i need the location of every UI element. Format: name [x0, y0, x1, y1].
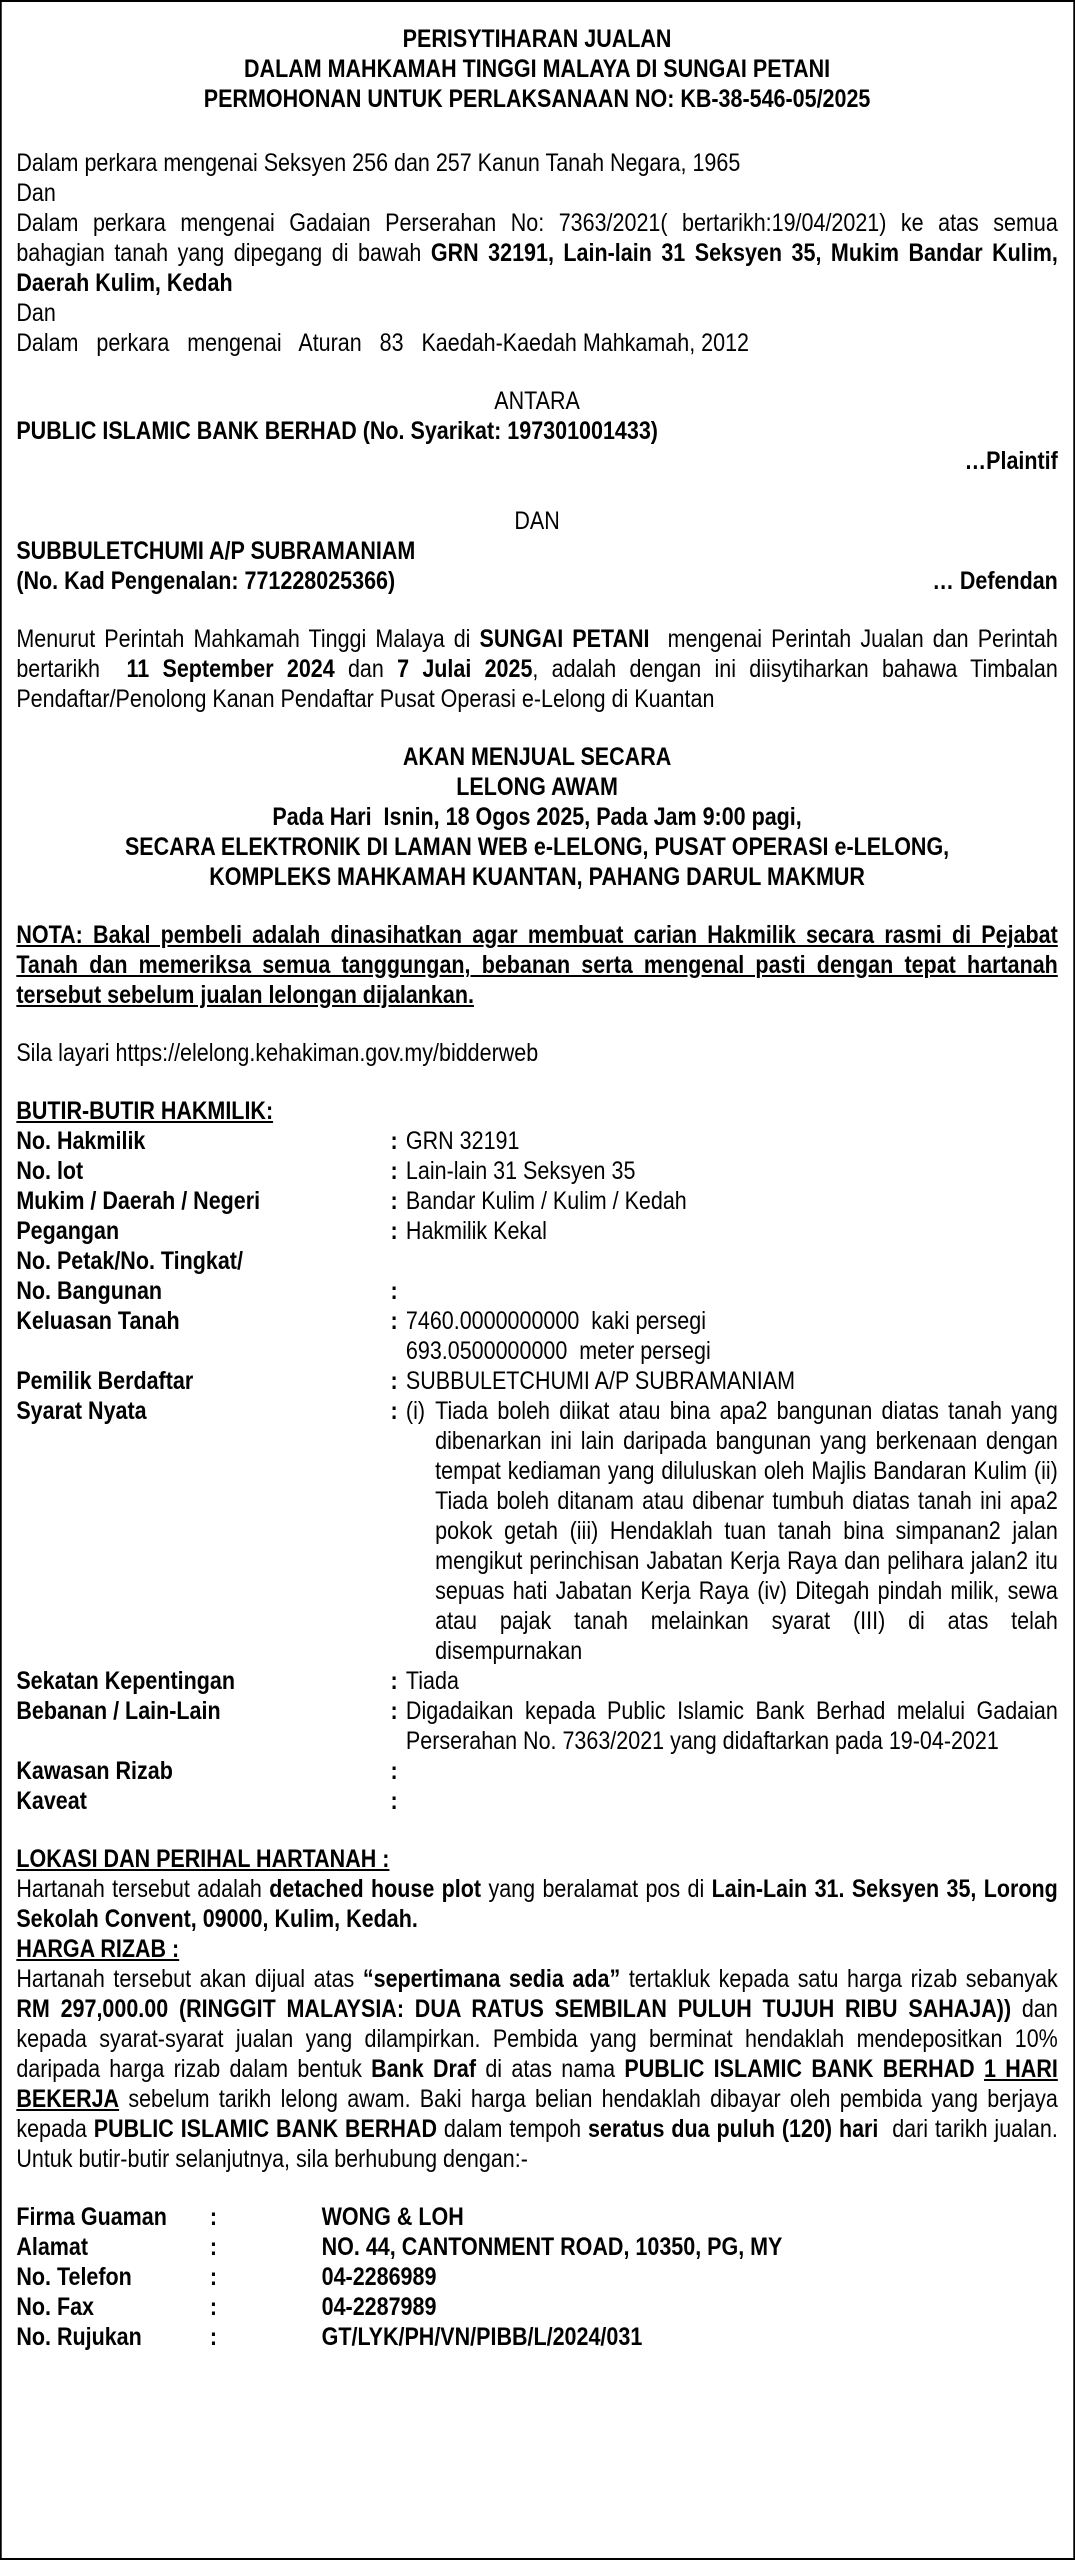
defendant-role: … Defendan [932, 567, 1058, 595]
order-paragraph: Menurut Perintah Mahkamah Tinggi Malaya di SUNGAI PETANI mengenai Perintah Jualan dan Perintah bertarikh 11 September 2024 dan 7 Julai 2025, adalah dengan ini diisytiharkan bahawa Timbalan Pendaftar/Penolong Kanan Pendaftar Pusat Operasi e-Lelong di Kuantan [16, 625, 1064, 713]
auction-venue-1: SECARA ELEKTRONIK DI LAMAN WEB e-LELONG, PUSAT OPERASI e-LELONG, [124, 833, 950, 861]
defendant-row [16, 566, 1057, 596]
matter-3: Dalam perkara mengenai Aturan 83 Kaedah-Kaedah Mahkamah, 2012 [16, 329, 749, 357]
no-hakmilik-value: GRN 32191 [405, 1127, 520, 1155]
keluasan-value: 7460.0000000000 kaki persegi 693.0500000000 meter persegi [405, 1307, 711, 1365]
defendant-name: SUBBULETCHUMI A/P SUBRAMANIAM [16, 537, 416, 565]
matter-2: Dalam perkara mengenai Gadaian Perserahan No: 7363/2021( bertarikh:19/04/2021) ke atas semua bahagian tanah yang dipegang di bawah GRN 32191, Lain-lain 31 Seksyen 35, Mukim Bandar Kulim, Daerah Kulim, Kedah [16, 209, 1058, 297]
pegangan-label: Pegangan [16, 1217, 120, 1245]
bebanan-label: Bebanan / Lain-Lain [16, 1697, 221, 1725]
kaveat-label: Kaveat [16, 1787, 87, 1815]
firma-label: Firma Guaman [16, 2203, 167, 2231]
elelong-link[interactable]: Sila layari https://elelong.kehakiman.gov.my/bidderweb [16, 1039, 539, 1067]
header-application-no: PERMOHONAN UNTUK PERLAKSANAAN NO: KB-38-546-05/2025 [203, 85, 871, 113]
matter-1: Dalam perkara mengenai Seksyen 256 dan 257 Kanun Tanah Negara, 1965 [16, 149, 741, 177]
auction-venue-2: KOMPLEKS MAHKAMAH KUANTAN, PAHANG DARUL MAKMUR [209, 863, 865, 891]
reserve-heading: HARGA RIZAB : [16, 1935, 180, 1963]
syarat-label: Syarat Nyata [16, 1397, 147, 1425]
no-lot-value: Lain-lain 31 Seksyen 35 [405, 1157, 636, 1185]
fax-label: No. Fax [16, 2293, 94, 2321]
title-details-table: No. Hakmilik : GRN 32191 No. lot : Lain-lain 31 Seksyen 35 Mukim / Daerah / Negeri : Bandar Kulim / Kulim / Kedah Pegangan : Hakmilik Kekal No. Petak/No. Tingkat/ No. Bangunan : Keluasan Tanah : 7460.0000000000 kaki persegi 693.0500000000 meter persegi Pemilik Berdaftar : SUBBULETCHUMI A/P SUBRAMANIAM Syarat Nyata : (i) Tiada boleh diikat atau bina apa2 bangunan diatas tanah yang dibenarkan ini lain daripada bangunan yang berkenaan dengan tempat kediaman yang diluluskan oleh Majlis Bandaran Kulim (ii) Tiada boleh ditanam atau dibenar tumbuh diatas tanah ini apa2 pokok getah (iii) Hendaklah tuan tanah bina simpanan2 jalan mengikut perinchisan Jabatan Kerja Raya dan pelihara jalan2 itu sepuas hati Jabatan Kerja Raya (iv) Ditegah pindah milik, sewa atau pajak tanah melainkan syarat (III) di atas telah disempurnakan Sekatan Kepentingan : Tiada Bebanan / Lain-Lain : Digadaikan kepada Public Islamic Bank Berhad melalui Gadaian Perserahan No. 7363/2021 yang didaftarkan pada 19-04-2021 Kawasan Rizab : Kaveat : [16, 1127, 1058, 1815]
auction-line-1: AKAN MENJUAL SECARA [402, 743, 672, 771]
telefon-label: No. Telefon [16, 2263, 132, 2291]
petak-label: No. Petak/No. Tingkat/ [16, 1247, 243, 1275]
sekatan-label: Sekatan Kepentingan [16, 1667, 235, 1695]
pegangan-value: Hakmilik Kekal [405, 1217, 547, 1245]
location-paragraph: Hartanah tersebut adalah detached house plot yang beralamat pos di Lain-Lain 31. Seksyen 35, Lorong Sekolah Convent, 09000, Kulim, Kedah. [16, 1875, 1058, 1933]
defendant-ic: (No. Kad Pengenalan: 771228025366) [16, 567, 396, 595]
keluasan-label: Keluasan Tanah [16, 1307, 180, 1335]
reserve-paragraph: Hartanah tersebut akan dijual atas “sepertimana sedia ada” tertakluk kepada satu harga rizab sebanyak RM 297,000.00 (RINGGIT MALAYSIA: DUA RATUS SEMBILAN PULUH TUJUH RIBU SAHAJA)) dan kepada syarat-syarat jualan yang dilampirkan. Pembida yang berminat hendaklah mendepositkan 10% daripada harga rizab dalam bentuk Bank Draf di atas nama PUBLIC ISLAMIC BANK BERHAD 1 HARI BEKERJA sebelum tarikh lelong awam. Baki harga belian hendaklah dibayar oleh pembida yang berjaya kepada PUBLIC ISLAMIC BANK BERHAD dalam tempoh seratus dua puluh (120) hari dari tarikh jualan. Untuk butir-butir selanjutnya, sila berhubung dengan:- [16, 1965, 1070, 2173]
alamat-value: NO. 44, CANTONMENT ROAD, 10350, PG, MY [321, 2233, 783, 2261]
auction-date: Pada Hari Isnin, 18 Ogos 2025, Pada Jam 9:00 pagi, [272, 803, 802, 831]
syarat-value: (i) Tiada boleh diikat atau bina apa2 bangunan diatas tanah yang dibenarkan ini lain daripada bangunan yang berkenaan dengan tempat kediaman yang diluluskan oleh Majlis Bandaran Kulim (ii) Tiada boleh ditanam atau dibenar tumbuh diatas tanah ini apa2 pokok getah (iii) Hendaklah tuan tanah bina simpanan2 jalan mengikut perinchisan Jabatan Kerja Raya dan pelihara jalan2 itu sepuas hati Jabatan Kerja Raya (iv) Ditegah pindah milik, sewa atau pajak tanah melainkan syarat (III) di atas telah disempurnakan [405, 1397, 1058, 1665]
no-lot-label: No. lot [16, 1157, 84, 1185]
kawasan-rizab-label: Kawasan Rizab [16, 1757, 173, 1785]
alamat-label: Alamat [16, 2233, 89, 2261]
and-label: DAN [514, 507, 560, 535]
firma-value: WONG & LOH [321, 2203, 464, 2231]
location-heading: LOKASI DAN PERIHAL HARTANAH : [16, 1845, 390, 1873]
pemilik-label: Pemilik Berdaftar [16, 1367, 194, 1395]
fax-value: 04-2287989 [321, 2293, 437, 2321]
bebanan-value: Digadaikan kepada Public Islamic Bank Berhad melalui Gadaian Perserahan No. 7363/2021 yang didaftarkan pada 19-04-2021 [405, 1697, 1058, 1755]
matters-section [16, 148, 1057, 358]
bangunan-label: No. Bangunan [16, 1277, 163, 1305]
matter-and-2: Dan [16, 299, 56, 327]
mukim-label: Mukim / Daerah / Negeri [16, 1187, 261, 1215]
pemilik-value: SUBBULETCHUMI A/P SUBRAMANIAM [405, 1367, 795, 1395]
plaintiff-name: PUBLIC ISLAMIC BANK BERHAD (No. Syarikat: 197301001433) [16, 417, 658, 445]
rujukan-value: GT/LYK/PH/VN/PIBB/L/2024/031 [321, 2323, 643, 2351]
matter-and-1: Dan [16, 179, 56, 207]
rujukan-label: No. Rujukan [16, 2323, 142, 2351]
title-details-heading: BUTIR-BUTIR HAKMILIK: [16, 1097, 274, 1125]
header-court: DALAM MAHKAMAH TINGGI MALAYA DI SUNGAI PETANI [244, 55, 831, 83]
auction-line-2: LELONG AWAM [456, 773, 618, 801]
plaintiff-role: …Plaintif [964, 447, 1058, 475]
header-title: PERISYTIHARAN JUALAN [402, 25, 672, 53]
auction-announcement [16, 742, 1057, 892]
law-firm-details: Firma Guaman : WONG & LOH Alamat : NO. 44, CANTONMENT ROAD, 10350, PG, MY No. Telefon : 04-2286989 No. Fax : 04-2287989 No. Rujukan : GT/LYK/PH/VN/PIBB/L/2024/031 [16, 2202, 1057, 2352]
mukim-value: Bandar Kulim / Kulim / Kedah [405, 1187, 687, 1215]
parties-section [16, 386, 1057, 596]
no-hakmilik-label: No. Hakmilik [16, 1127, 146, 1155]
telefon-value: 04-2286989 [321, 2263, 437, 2291]
between-label: ANTARA [494, 387, 580, 415]
notice-header [16, 24, 1057, 114]
nota-warning: NOTA: Bakal pembeli adalah dinasihatkan agar membuat carian Hakmilik secara rasmi di Pejabat Tanah dan memeriksa semua tanggungan, bebanan serta mengenal pasti dengan tepat hartanah tersebut sebelum jualan lelongan dijalankan. [16, 921, 1058, 1009]
sekatan-value: Tiada [405, 1667, 459, 1695]
